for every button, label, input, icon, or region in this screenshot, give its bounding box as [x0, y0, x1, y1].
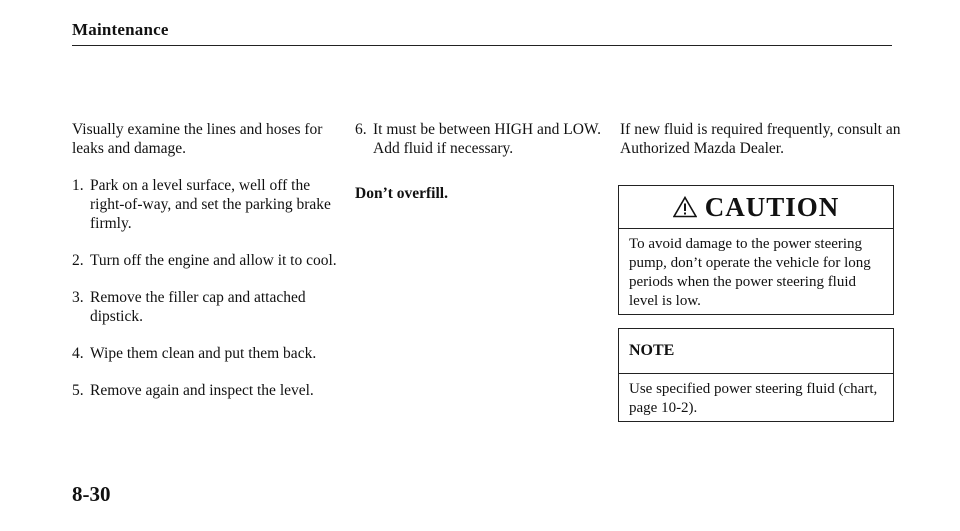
step-text: Park on a level surface, well off the right-of-way, and set the parking brake firmly. — [90, 177, 331, 232]
step-item-1 — [72, 176, 342, 233]
column-1 — [72, 120, 342, 418]
caution-text: To avoid damage to the power steering pump, don’t operate the vehicle for long periods when the power steering fluid level is low. — [629, 236, 871, 309]
step-text: Wipe them clean and put them back. — [90, 345, 317, 362]
note-title: NOTE — [629, 342, 675, 359]
step-number: 1. — [72, 177, 84, 194]
column-3 — [620, 120, 910, 158]
intro-paragraph: Visually examine the lines and hoses for leaks and damage. — [72, 121, 323, 157]
step-number: 3. — [72, 289, 84, 306]
caution-header — [619, 186, 893, 229]
step-number: 2. — [72, 252, 84, 269]
section-title: Maintenance — [72, 20, 169, 39]
steps-list-continued — [355, 120, 605, 158]
step-text: It must be between HIGH and LOW. Add fluid if necessary. — [373, 121, 601, 157]
step-number: 4. — [72, 345, 84, 362]
step-item-6 — [355, 120, 605, 158]
steps-list — [72, 176, 342, 400]
note-header — [619, 329, 893, 374]
step-text: Turn off the engine and allow it to cool. — [90, 252, 337, 269]
dealer-advice: If new fluid is required frequently, consult an Authorized Mazda Dealer. — [620, 121, 901, 157]
column-2 — [355, 120, 605, 203]
note-box — [618, 328, 894, 422]
header-divider — [72, 45, 892, 46]
step-text: Remove again and inspect the level. — [90, 382, 314, 399]
warning-triangle-icon — [673, 196, 697, 218]
step-item-5 — [72, 381, 342, 400]
overfill-warning: Don’t overfill. — [355, 185, 448, 202]
step-item-2 — [72, 251, 342, 270]
step-item-4 — [72, 344, 342, 363]
caution-box — [618, 185, 894, 315]
note-text: Use specified power steering fluid (chart, page 10-2). — [629, 381, 878, 416]
step-number: 5. — [72, 382, 84, 399]
caution-title: CAUTION — [704, 191, 840, 222]
step-number: 6. — [355, 121, 367, 138]
page-number: 8-30 — [72, 482, 111, 506]
step-item-3 — [72, 288, 342, 326]
step-text: Remove the filler cap and attached dipstick. — [90, 289, 306, 325]
